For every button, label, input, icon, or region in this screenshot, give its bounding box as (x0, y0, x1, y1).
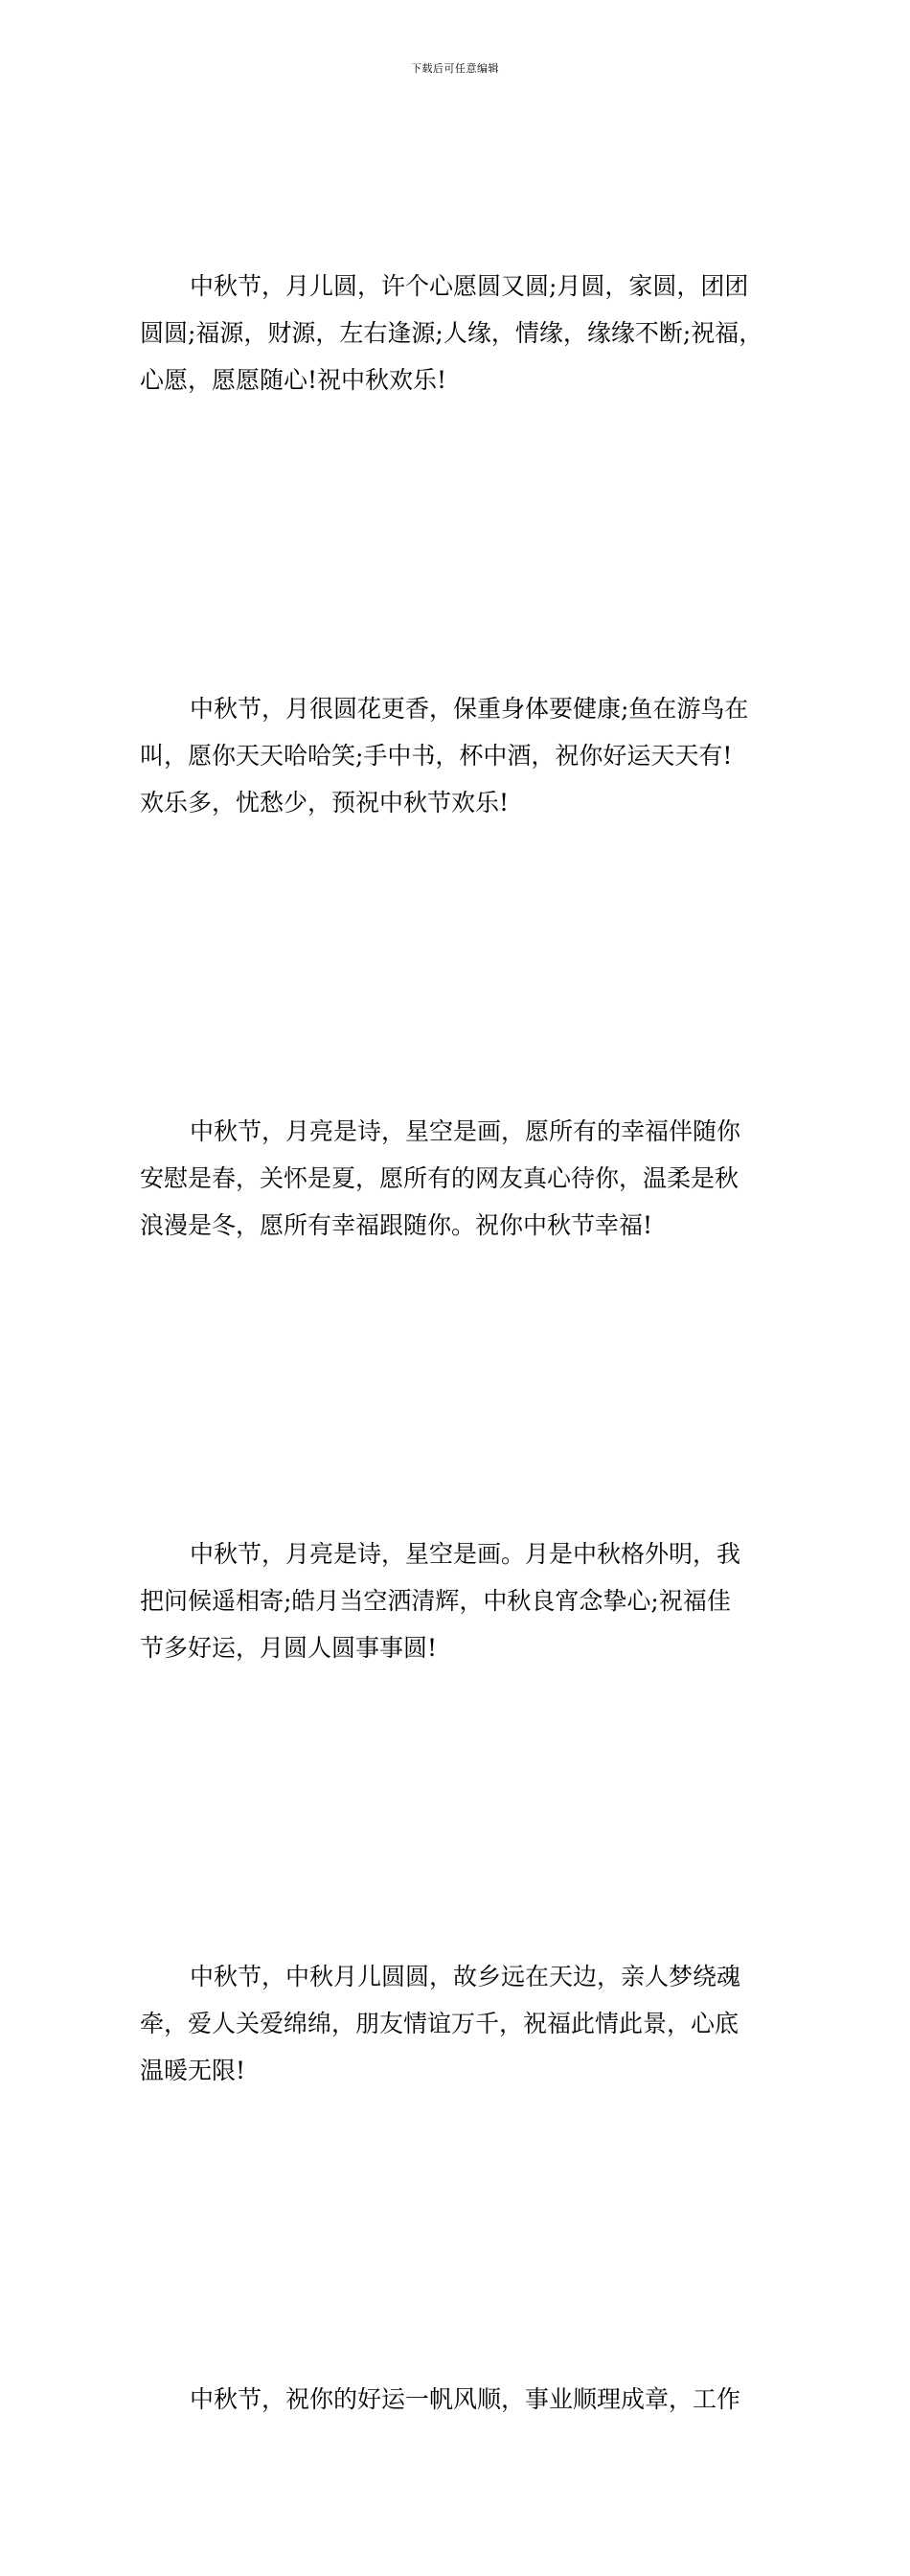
paragraph-line: 中秋节，月很圆花更香，保重身体要健康;鱼在游鸟在 (190, 695, 749, 723)
paragraph-5 (140, 1859, 778, 2188)
paragraph-line: 中秋节，月亮是诗，星空是画。月是中秋格外明，我 (190, 1540, 741, 1568)
paragraph-line: 温暖无限! (140, 2057, 246, 2084)
paragraph-line: 圆圆;福源，财源，左右逢源;人缘，情缘，缘缘不断;祝福， (140, 319, 763, 347)
document-body (140, 169, 778, 2576)
paragraph-line: 中秋节，中秋月儿圆圆，故乡远在天边，亲人梦绕魂 (190, 1963, 741, 1990)
paragraph-line: 把问候遥相寄;皓月当空洒清辉，中秋良宵念挚心;祝福佳 (140, 1587, 731, 1615)
paragraph-line: 节多好运，月圆人圆事事圆! (140, 1634, 438, 1662)
paragraph-3 (140, 1014, 778, 1343)
paragraph-line: 牵，爱人关爱绵绵，朋友情谊万千，祝福此情此景，心底 (140, 2010, 739, 2037)
paragraph-6 (140, 2282, 778, 2517)
paragraph-line: 叫，愿你天天哈哈笑;手中书，杯中酒，祝你好运天天有! (140, 742, 733, 770)
paragraph-line: 中秋节，祝你的好运一帆风顺，事业顺理成章，工作 (190, 2385, 741, 2413)
paragraph-4 (140, 1437, 778, 1765)
page-header-note: 下载后可任意编辑 (411, 62, 499, 75)
paragraph-line: 安慰是春，关怀是夏，愿所有的网友真心待你，温柔是秋 (140, 1164, 739, 1192)
paragraph-line: 浪漫是冬，愿所有幸福跟随你。祝你中秋节幸福! (140, 1211, 653, 1239)
paragraph-line: 心愿，愿愿随心!祝中秋欢乐! (140, 366, 447, 394)
paragraph-line: 欢乐多，忧愁少，预祝中秋节欢乐! (140, 789, 510, 816)
paragraph-2 (140, 591, 778, 920)
paragraph-1 (140, 169, 778, 497)
paragraph-line: 中秋节，月亮是诗，星空是画，愿所有的幸福伴随你 (190, 1117, 741, 1145)
paragraph-line: 中秋节，月儿圆，许个心愿圆又圆;月圆，家圆，团团 (190, 272, 749, 300)
